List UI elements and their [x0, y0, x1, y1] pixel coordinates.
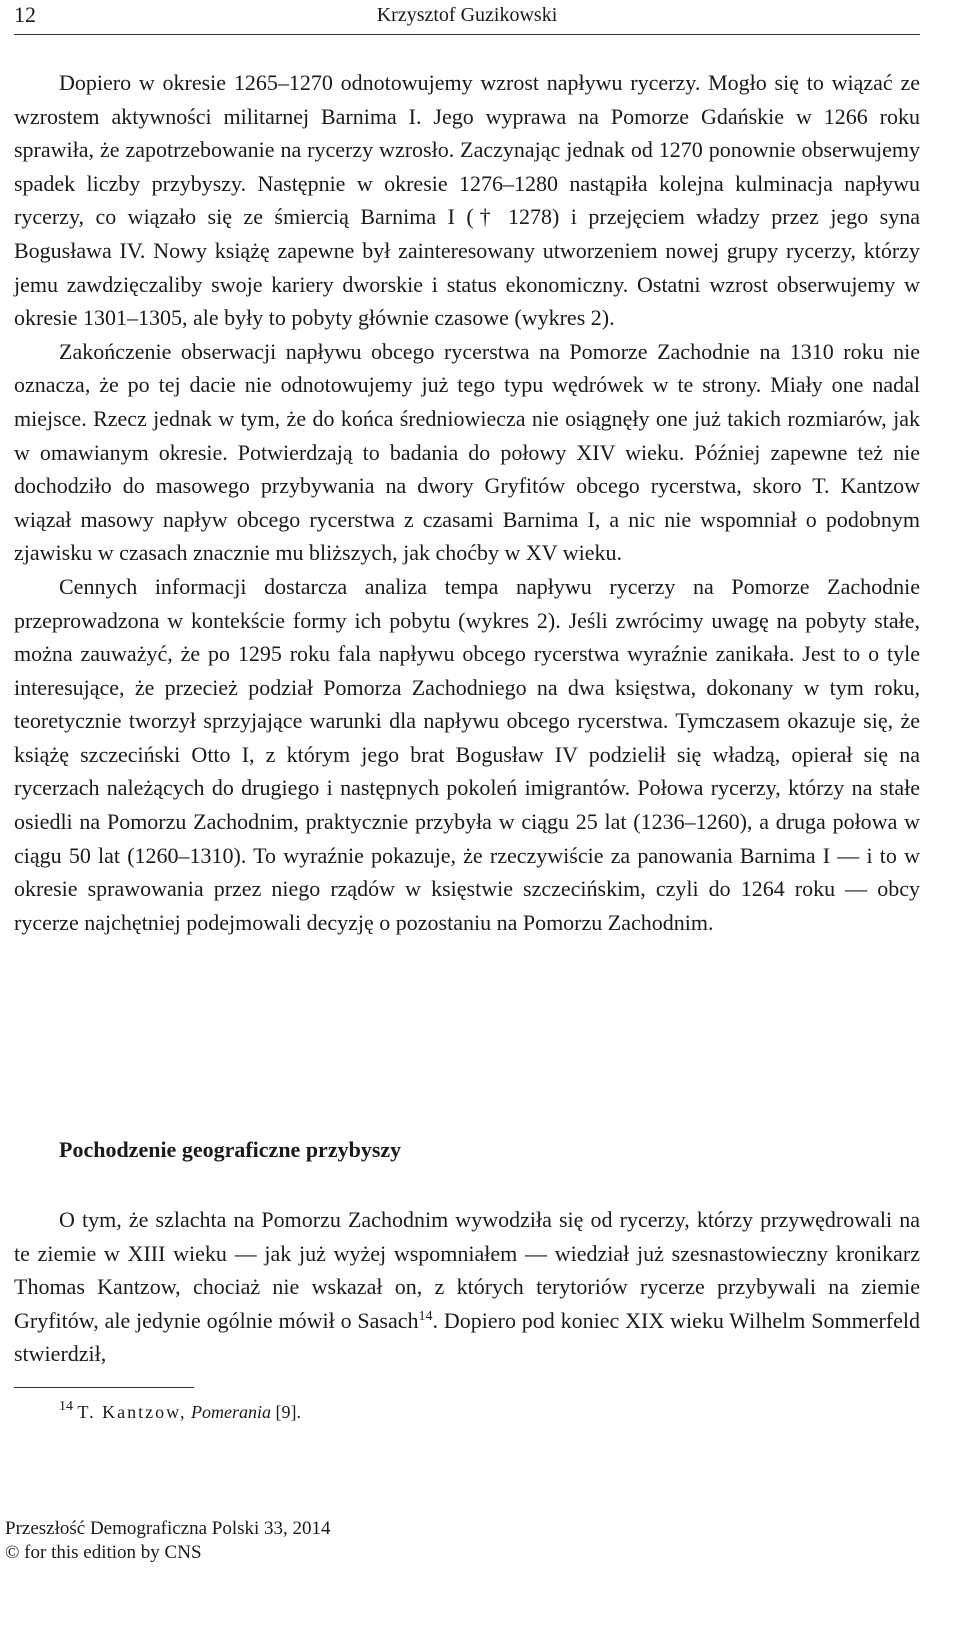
body-text	[14, 66, 920, 939]
page-number: 12	[14, 2, 36, 27]
running-header	[14, 0, 920, 35]
footnote	[59, 1399, 301, 1423]
footnote-reference-number: [9].	[275, 1402, 301, 1422]
paragraph-3: Cennych informacji dostarcza analiza tempa napływu rycerzy na Pomorze Zachodnie przeprowadzona w kontekście formy ich pobytu (wykres 2). Jeśli zwrócimy uwagę na pobyty stałe, można zauważyć, że po 1295 roku fala napływu obcego rycerstwa wyraźnie zanikała. Jest to o tyle interesujące, że przecież podział Pomorza Zachodniego na dwa księstwa, dokonany w tym roku, teoretycznie tworzył sprzyjające warunki dla napływu obcego rycerstwa. Tymczasem okazuje się, że książę szczeciński Otto I, z którym jego brat Bogusław IV podzielił się władzą, opierał się na rycerzach należących do drugiego i następnych pokoleń imigrantów. Połowa rycerzy, którzy na stałe osiedli na Pomorzu Zachodnim, praktycznie przybyła w ciągu 25 lat (1236–1260), a druga połowa w ciągu 50 lat (1260–1310). To wyraźnie pokazuje, że rzeczywiście za panowania Barnima I — i to w okresie sprawowania przez niego rządów w księstwie szczecińskim, czyli do 1264 roku — obcy rycerze najchętniej podejmowali decyzję o pozostaniu na Pomorzu Zachodnim.	[14, 573, 920, 935]
section-paragraph-text: O tym, że szlachta na Pomorzu Zachodnim wywodziła się od rycerzy, którzy przywędrowali na te ziemie w XIII wieku — jak już wyżej wspomniałem — wiedział już szesnastowieczny kronikarz Thomas Kantzow, chociaż nie wskazał on, z których terytoriów rycerze przybywali na ziemie Gryfitów, ale jedynie ogólnie mówił o Sasach	[14, 1207, 920, 1333]
journal-citation: Przeszłość Demograficzna Polski 33, 2014	[5, 1518, 331, 1539]
footnote-number: 14	[59, 1399, 73, 1414]
footnote-divider	[14, 1387, 194, 1388]
paragraph-1: Dopiero w okresie 1265–1270 odnotowujemy wzrost napływu rycerzy. Mogło się to wiązać ze wzrostem aktywności militarnej Barnima I. Jego wyprawa na Pomorze Gdańskie w 1266 roku sprawiła, że zapotrzebowanie na rycerzy wzrosło. Zaczynając jednak od 1270 ponownie obserwujemy spadek liczby przybyszy. Następnie w okresie 1276–1280 nastąpiła kolejna kulminacja napływu rycerzy, co wiązało się ze śmiercią Barnima I († 1278) i przejęciem władzy przez jego syna Bogusława IV. Nowy książę zapewne był zainteresowany utworzeniem nowej grupy rycerzy, którzy jemu zawdzięczaliby swoje kariery dworskie i status ekonomiczny. Ostatni wzrost obserwujemy w okresie 1301–1305, ale były to pobyty głównie czasowe (wykres 2).	[14, 70, 920, 331]
footnote-reference[interactable]: 14	[418, 1308, 433, 1324]
copyright-notice: © for this edition by CNS	[5, 1542, 202, 1563]
page-footer	[5, 1517, 331, 1565]
section-body-text	[14, 1203, 920, 1371]
section-heading: Pochodzenie geograficzne przybyszy	[59, 1137, 402, 1162]
section-paragraph-1	[14, 1203, 920, 1371]
footnote-work-title: Pomerania	[190, 1402, 271, 1422]
running-author: Krzysztof Guzikowski	[376, 4, 558, 26]
footnote-author: T. Kantzow,	[77, 1402, 187, 1422]
section-paragraph-continuation: . Dopiero pod koniec XIX wieku Wilhelm Sommerfeld stwierdził,	[14, 1307, 920, 1367]
paragraph-2: Zakończenie obserwacji napływu obcego rycerstwa na Pomorze Zachodnie na 1310 roku nie oznacza, że po tej dacie nie odnotowujemy już tego typu wędrówek w te strony. Miały one nadal miejsce. Rzecz jednak w tym, że do końca średniowiecza nie osiągnęły one już takich rozmiarów, jak w omawianym okresie. Potwierdzają to badania do połowy XIV wieku. Później zapewne też nie dochodziło do masowego przybywania na dwory Gryfitów obcego rycerstwa, skoro T. Kantzow wiązał masowy napływ obcego rycerstwa z czasami Barnima I, a nic nie wspomniał o podobnym zjawisku w czasach znacznie mu bliższych, jak choćby w XV wieku.	[14, 338, 920, 566]
